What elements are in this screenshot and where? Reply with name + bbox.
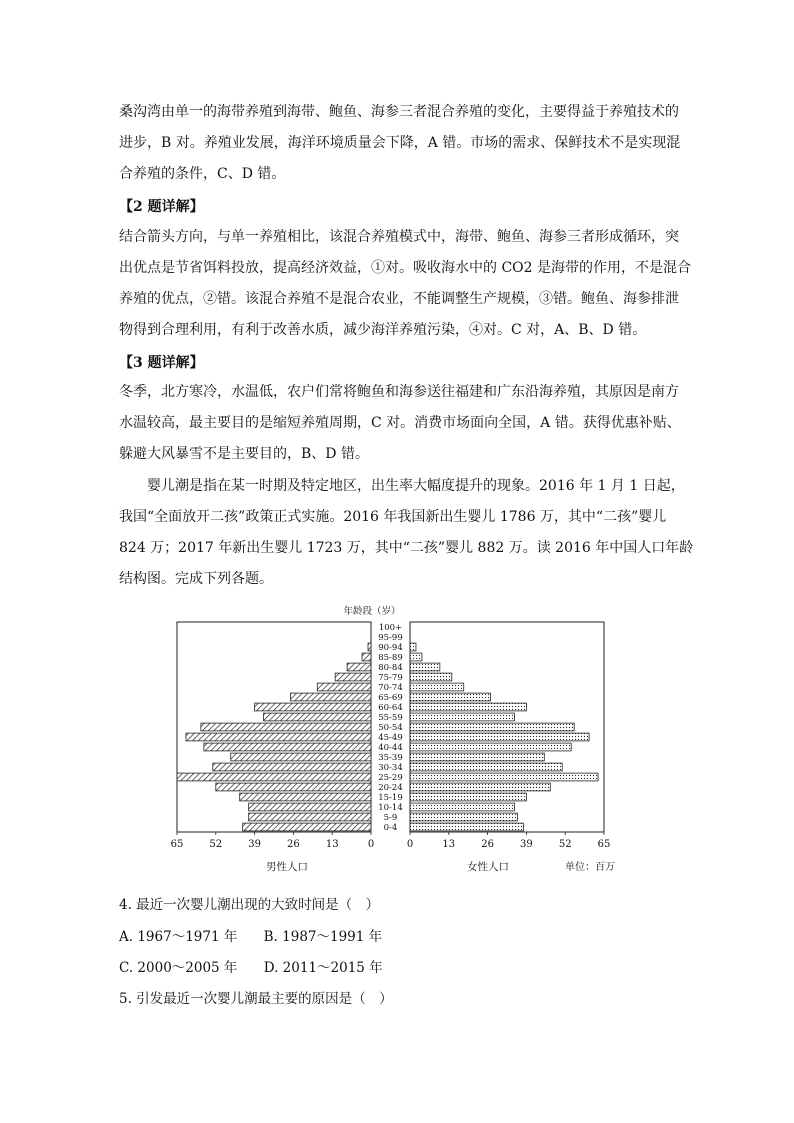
- male-bar-60-64: [255, 703, 371, 711]
- question-5-stem: 5. 引发最近一次婴儿潮最主要的原因是（ ）: [119, 991, 393, 1007]
- female-bar-70-74: [410, 683, 464, 691]
- male-bar-65-69: [290, 693, 371, 701]
- section-heading-2: 【2 题详解】: [119, 199, 204, 215]
- question-4-stem: 4. 最近一次婴儿潮出现的大致时间是（ ）: [119, 897, 380, 913]
- text-line: 桑沟湾由单一的海带养殖到海带、鲍鱼、海参三者混合养殖的变化，主要得益于养殖技术的: [119, 104, 679, 120]
- male-bar-5-9: [249, 813, 371, 821]
- text-line: 结构图。完成下列各题。: [119, 571, 273, 587]
- female-bar-15-19: [410, 793, 526, 801]
- age-label-10-14: 10-14: [378, 803, 403, 814]
- age-label-40-44: 40-44: [378, 743, 403, 754]
- text-line: 养殖的优点，②错。该混合养殖不是混合农业，不能调整生产规模，③错。鲍鱼、海参排泄: [119, 291, 679, 307]
- female-tick-label: 0: [406, 839, 414, 850]
- answer-paragraph-3: [119, 377, 679, 470]
- option-d[interactable]: D. 2011～2015 年: [263, 960, 383, 976]
- female-bar-35-39: [410, 753, 544, 761]
- female-bar-20-24: [410, 783, 550, 791]
- section-heading-3: 【3 题详解】: [119, 355, 204, 371]
- male-axis-label: 男性人口: [266, 861, 308, 873]
- age-label-90-94: 90-94: [378, 643, 403, 654]
- female-bar-25-29: [410, 773, 598, 781]
- female-bar-10-14: [410, 803, 514, 811]
- male-bar-80-84: [347, 663, 371, 671]
- female-tick-label: 52: [558, 839, 572, 850]
- age-label-100+: 100+: [378, 623, 403, 634]
- male-tick-label: 39: [248, 839, 261, 850]
- male-bar-40-44: [204, 743, 371, 751]
- unit-label: 单位：百万: [565, 862, 615, 873]
- text-line: 合养殖的条件，C、D 错。: [119, 166, 286, 182]
- chart-title: 年龄段（岁）: [343, 606, 401, 617]
- male-bar-10-14: [249, 803, 371, 811]
- female-bars: [410, 643, 598, 831]
- female-axis-label: 女性人口: [467, 861, 509, 873]
- age-label-50-54: 50-54: [378, 723, 403, 734]
- age-label-35-39: 35-39: [378, 753, 403, 764]
- female-bar-45-49: [410, 733, 589, 741]
- female-bar-85-89: [410, 653, 422, 661]
- text-line: 出优点是节省饵料投放，提高经济效益，①对。吸收海水中的 CO2 是海带的作用，不是混合: [119, 260, 691, 276]
- male-bar-90-94: [368, 643, 371, 651]
- text-line: 水温较高，最主要目的是缩短养殖周期，C 对。消费市场面向全国，A 错。获得优惠补贴、: [119, 415, 681, 431]
- text-line: 物得到合理利用，有利于改善水质，减少海洋养殖污染，④对。C 对，A、B、D 错。: [119, 322, 647, 338]
- male-bar-85-89: [362, 653, 371, 661]
- option-a[interactable]: A. 1967～1971 年: [119, 929, 238, 945]
- female-bar-55-59: [410, 713, 514, 721]
- text-line: 824 万；2017 年新出生婴儿 1723 万，其中“二孩”婴儿 882 万。读 2016 年中国人口年龄: [119, 540, 694, 556]
- female-bar-0-4: [410, 823, 523, 831]
- answer-paragraph-2: [119, 222, 691, 346]
- age-label-25-29: 25-29: [378, 773, 403, 784]
- male-tick-label: 52: [209, 839, 223, 850]
- female-bar-90-94: [410, 643, 416, 651]
- male-bar-30-34: [213, 763, 371, 771]
- female-tick-label: 13: [442, 839, 456, 850]
- age-label-45-49: 45-49: [378, 733, 403, 744]
- age-label-95-99: 95-99: [378, 633, 403, 644]
- female-bar-60-64: [410, 703, 526, 711]
- answer-paragraph-1: [119, 97, 679, 190]
- female-tick-label: 39: [520, 839, 533, 850]
- text-line: 冬季，北方寒冷，水温低，农户们常将鲍鱼和海参送往福建和广东沿海养殖，其原因是南方: [119, 384, 679, 400]
- text-line: 进步，B 对。养殖业发展，海洋环境质量会下降，A 错。市场的需求、保鲜技术不是实现混: [119, 135, 681, 151]
- male-bar-20-24: [216, 783, 371, 791]
- age-label-60-64: 60-64: [378, 703, 403, 714]
- female-bar-5-9: [410, 813, 517, 821]
- male-tick-label: 13: [325, 839, 339, 850]
- age-label-30-34: 30-34: [378, 763, 403, 774]
- male-bar-45-49: [186, 733, 371, 741]
- female-bar-50-54: [410, 723, 574, 731]
- male-bar-0-4: [243, 823, 371, 831]
- age-label-0-4: 0-4: [383, 823, 398, 834]
- age-label-70-74: 70-74: [378, 683, 403, 694]
- age-label-5-9: 5-9: [383, 813, 398, 824]
- option-b[interactable]: B. 1987～1991 年: [263, 929, 383, 945]
- text-line: 躲避大风暴雪不是主要目的，B、D 错。: [119, 446, 369, 462]
- male-bar-50-54: [201, 723, 371, 731]
- age-label-20-24: 20-24: [378, 783, 403, 794]
- male-bar-70-74: [317, 683, 371, 691]
- age-label-80-84: 80-84: [378, 663, 403, 674]
- female-bar-40-44: [410, 743, 571, 751]
- text-line: 结合箭头方向，与单一养殖相比，该混合养殖模式中，海带、鲍鱼、海参三者形成循环，突: [119, 229, 679, 245]
- male-bars: [177, 643, 371, 831]
- female-bar-80-84: [410, 663, 440, 671]
- intro-paragraph: [119, 471, 694, 595]
- age-label-55-59: 55-59: [378, 713, 403, 724]
- population-pyramid-chart: [160, 603, 640, 878]
- question-4-options-row-2: [119, 956, 405, 976]
- age-label-65-69: 65-69: [378, 693, 403, 704]
- female-bar-65-69: [410, 693, 491, 701]
- female-bar-75-79: [410, 673, 452, 681]
- female-bar-30-34: [410, 763, 562, 771]
- female-tick-label: 65: [597, 839, 611, 850]
- text-line: 我国“全面放开二孩”政策正式实施。2016 年我国新出生婴儿 1786 万，其中“二孩”婴儿: [119, 509, 667, 525]
- male-bar-75-79: [335, 673, 371, 681]
- age-label-75-79: 75-79: [378, 673, 403, 684]
- male-bar-35-39: [231, 753, 371, 761]
- male-tick-label: 26: [287, 839, 300, 850]
- question-4-options-row-1: [119, 925, 404, 945]
- male-tick-label: 65: [170, 839, 184, 850]
- male-bar-25-29: [177, 773, 371, 781]
- age-label-85-89: 85-89: [378, 653, 403, 664]
- age-labels: [378, 623, 403, 833]
- male-tick-label: 0: [367, 839, 375, 850]
- text-line: 婴儿潮是指在某一时期及特定地区，出生率大幅度提升的现象。2016 年 1 月 1 日起，: [119, 478, 685, 494]
- age-label-15-19: 15-19: [378, 793, 403, 804]
- option-c[interactable]: C. 2000～2005 年: [119, 960, 238, 976]
- male-bar-15-19: [240, 793, 371, 801]
- male-bar-55-59: [264, 713, 371, 721]
- female-tick-label: 26: [481, 839, 494, 850]
- axis-ticks: [171, 832, 611, 850]
